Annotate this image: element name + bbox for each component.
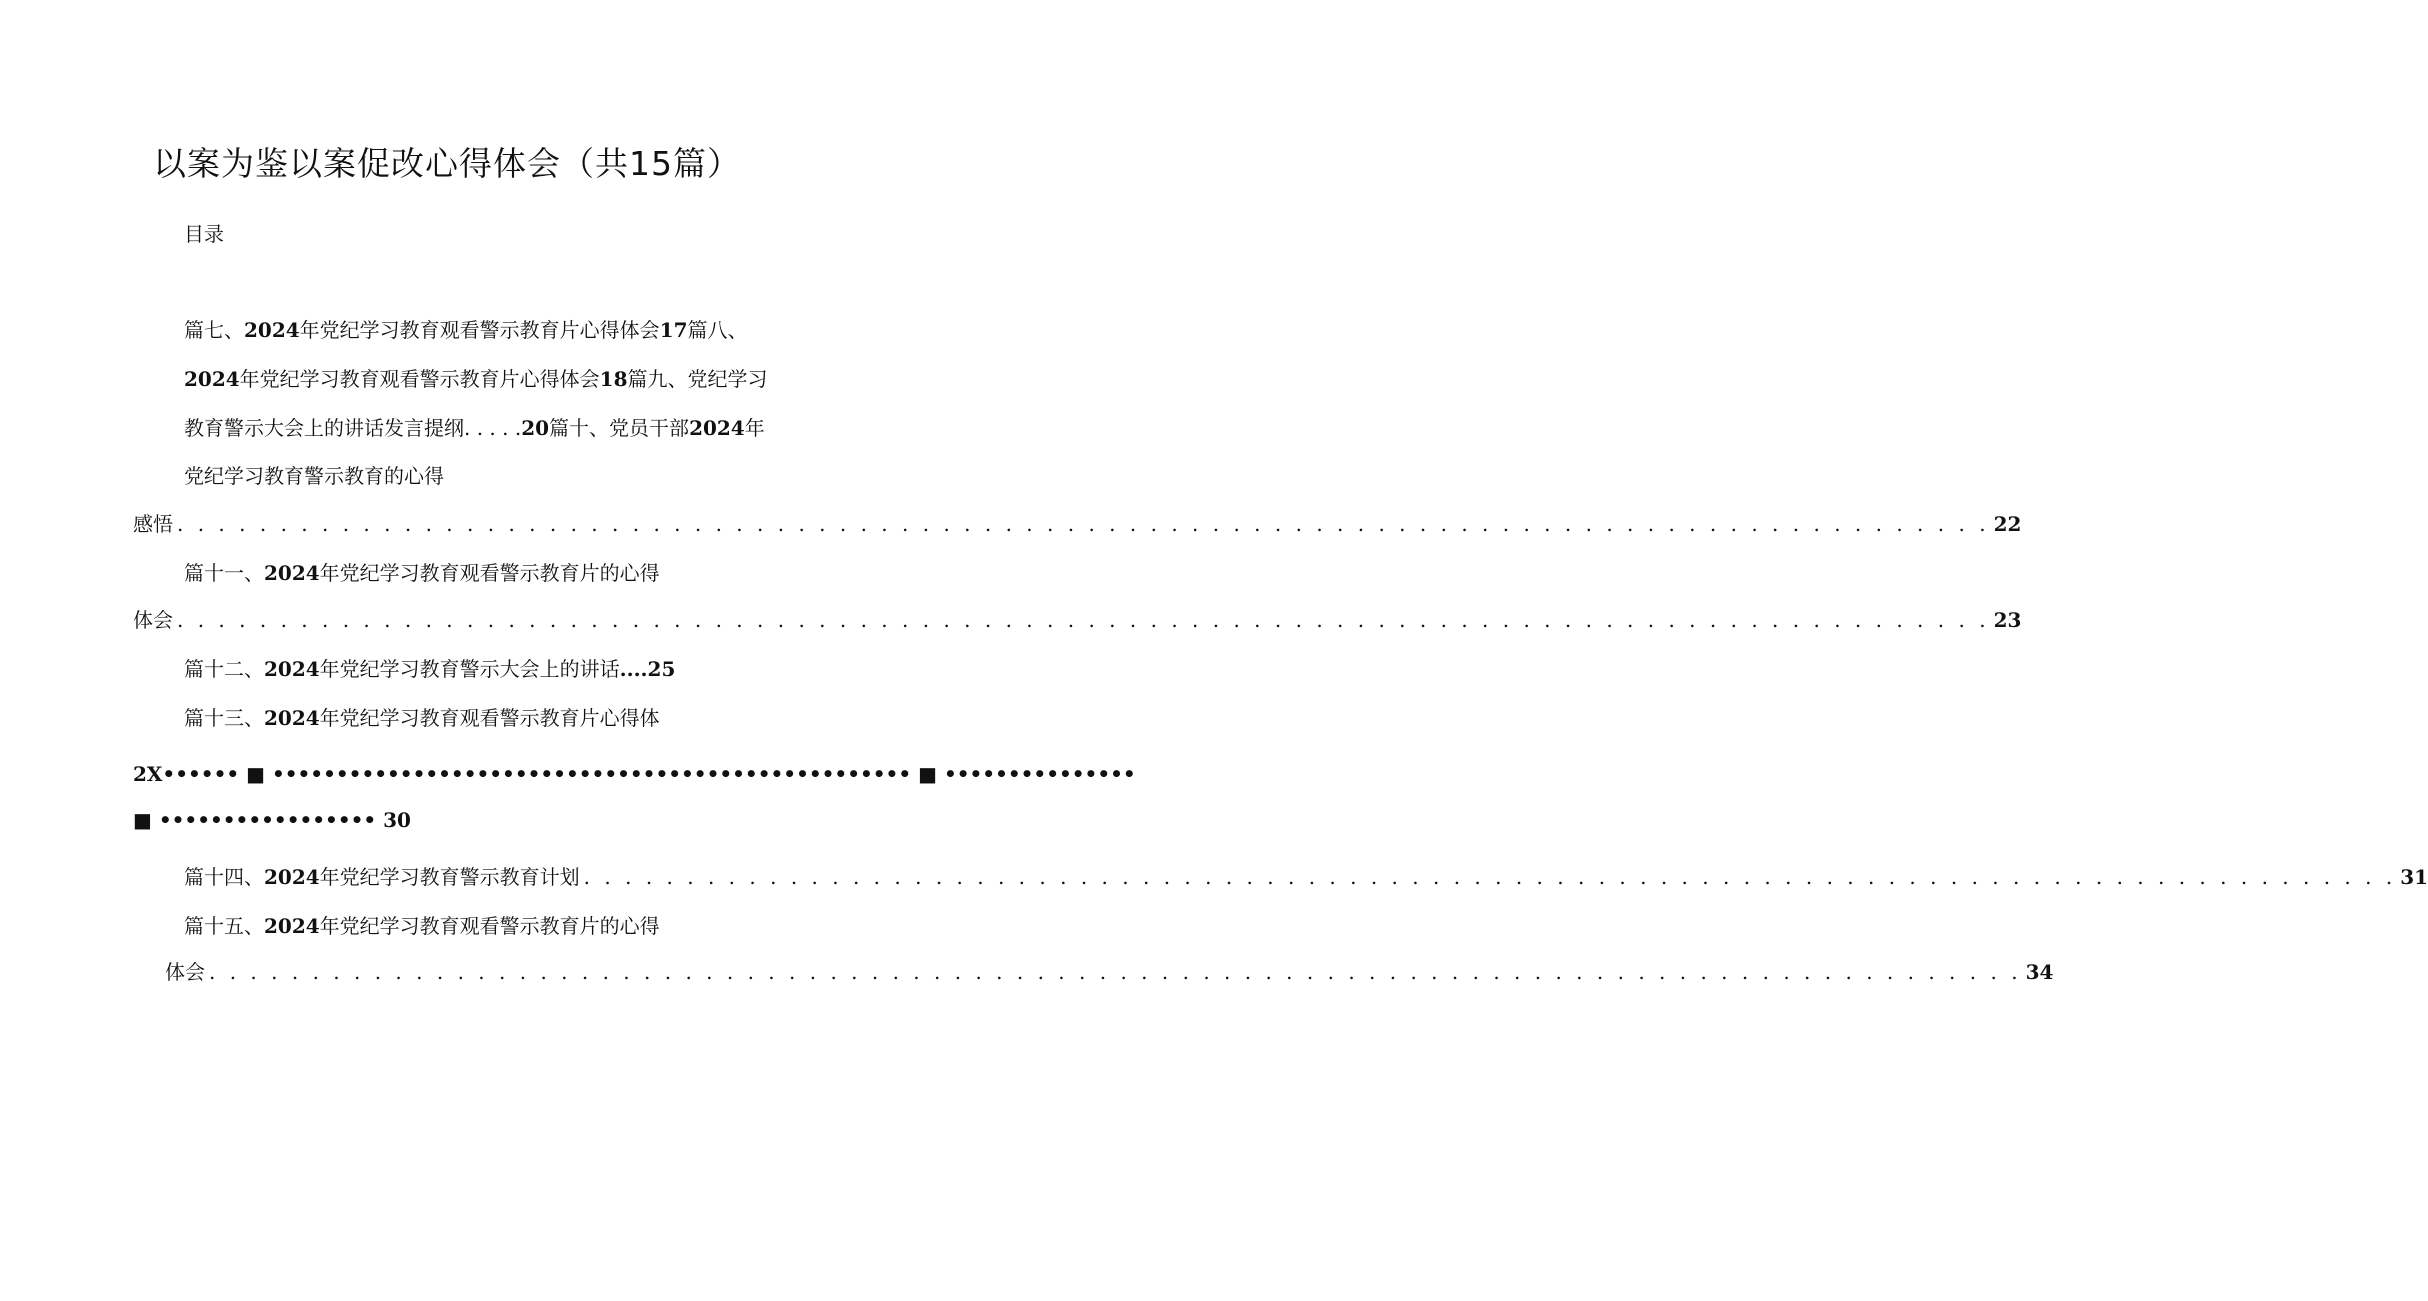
toc-text: 篇九、党纪学习 <box>627 367 768 391</box>
document-title: 以案为鉴以案促改心得体会（共15篇） <box>153 144 741 183</box>
toc-entry-label: 感悟 <box>133 512 173 536</box>
toc-line-8[interactable] <box>184 655 675 683</box>
toc-garbled-leader-page[interactable]: ■ ••••••••••••••••• 30 <box>133 808 411 832</box>
toc-line-4 <box>184 462 444 490</box>
toc-text: 篇十二、 <box>184 657 264 681</box>
toc-line-9 <box>184 704 660 732</box>
toc-year: 2024 <box>264 657 320 681</box>
toc-page: 18 <box>599 367 628 391</box>
toc-line-13 <box>184 912 660 940</box>
toc-entry-row[interactable] <box>184 863 2428 891</box>
toc-line-2 <box>184 365 768 393</box>
toc-text: 年党纪学习教育观看警示教育片心得体 <box>319 706 660 730</box>
toc-leader-dots <box>173 606 1994 634</box>
toc-entry-row[interactable] <box>165 958 2054 986</box>
toc-page: 17 <box>659 318 688 342</box>
toc-entry-row[interactable] <box>133 510 2022 538</box>
toc-text: 篇八、 <box>687 318 748 342</box>
toc-leader-dots <box>205 958 2026 986</box>
toc-text: 篇七、 <box>184 318 244 342</box>
toc-page: 20 <box>521 416 550 440</box>
toc-entry-label <box>184 863 580 891</box>
toc-year: 2024 <box>264 561 320 585</box>
toc-page-number: 34 <box>2025 960 2054 984</box>
toc-text: 年党纪学习教育观看警示教育片心得体会 <box>239 367 600 391</box>
toc-text: 篇十五、 <box>184 914 264 938</box>
toc-year: 2024 <box>689 416 745 440</box>
toc-page-number: 22 <box>1993 512 2022 536</box>
toc-year: 2024 <box>264 865 320 889</box>
toc-text: 篇十四、 <box>184 865 264 889</box>
toc-leader-dots <box>580 863 2401 891</box>
toc-text: 年党纪学习教育观看警示教育片的心得 <box>319 561 660 585</box>
toc-year: 2024 <box>264 706 320 730</box>
toc-entry-row[interactable] <box>133 606 2022 634</box>
toc-text: 年党纪学习教育警示大会上的讲话 <box>319 657 620 681</box>
toc-leader-dots <box>173 510 1994 538</box>
toc-line-3 <box>184 414 765 442</box>
toc-text: 篇十一、 <box>184 561 264 585</box>
toc-text: 年党纪学习教育警示教育计划 <box>319 865 580 889</box>
toc-text: 篇十、党员干部 <box>549 416 690 440</box>
toc-text: 年 <box>744 416 765 440</box>
toc-entry-label: 体会 <box>165 960 205 984</box>
toc-text: 党纪学习教育警示教育的心得 <box>184 464 444 488</box>
toc-dots: . . . . . <box>464 416 522 440</box>
toc-text: 年党纪学习教育观看警示教育片的心得 <box>319 914 660 938</box>
toc-year: 2024 <box>184 367 240 391</box>
toc-text: 篇十三、 <box>184 706 264 730</box>
toc-garbled-leader: 2X•••••• ■ •••••••••••••••••••••••••••••••••••••••••••••••••• ■ ••••••••••••••• <box>133 762 1136 786</box>
toc-text: 年党纪学习教育观看警示教育片心得体会 <box>299 318 660 342</box>
toc-year: 2024 <box>244 318 300 342</box>
toc-entry-label: 体会 <box>133 608 173 632</box>
toc-page-number: 23 <box>1993 608 2022 632</box>
toc-year: 2024 <box>264 914 320 938</box>
toc-line-1 <box>184 316 748 344</box>
toc-heading: 目录 <box>184 222 224 246</box>
toc-line-6 <box>184 559 660 587</box>
toc-page-number: 31 <box>2400 865 2428 889</box>
toc-page-number: ....25 <box>619 657 676 681</box>
toc-text: 教育警示大会上的讲话发言提纲 <box>184 416 464 440</box>
